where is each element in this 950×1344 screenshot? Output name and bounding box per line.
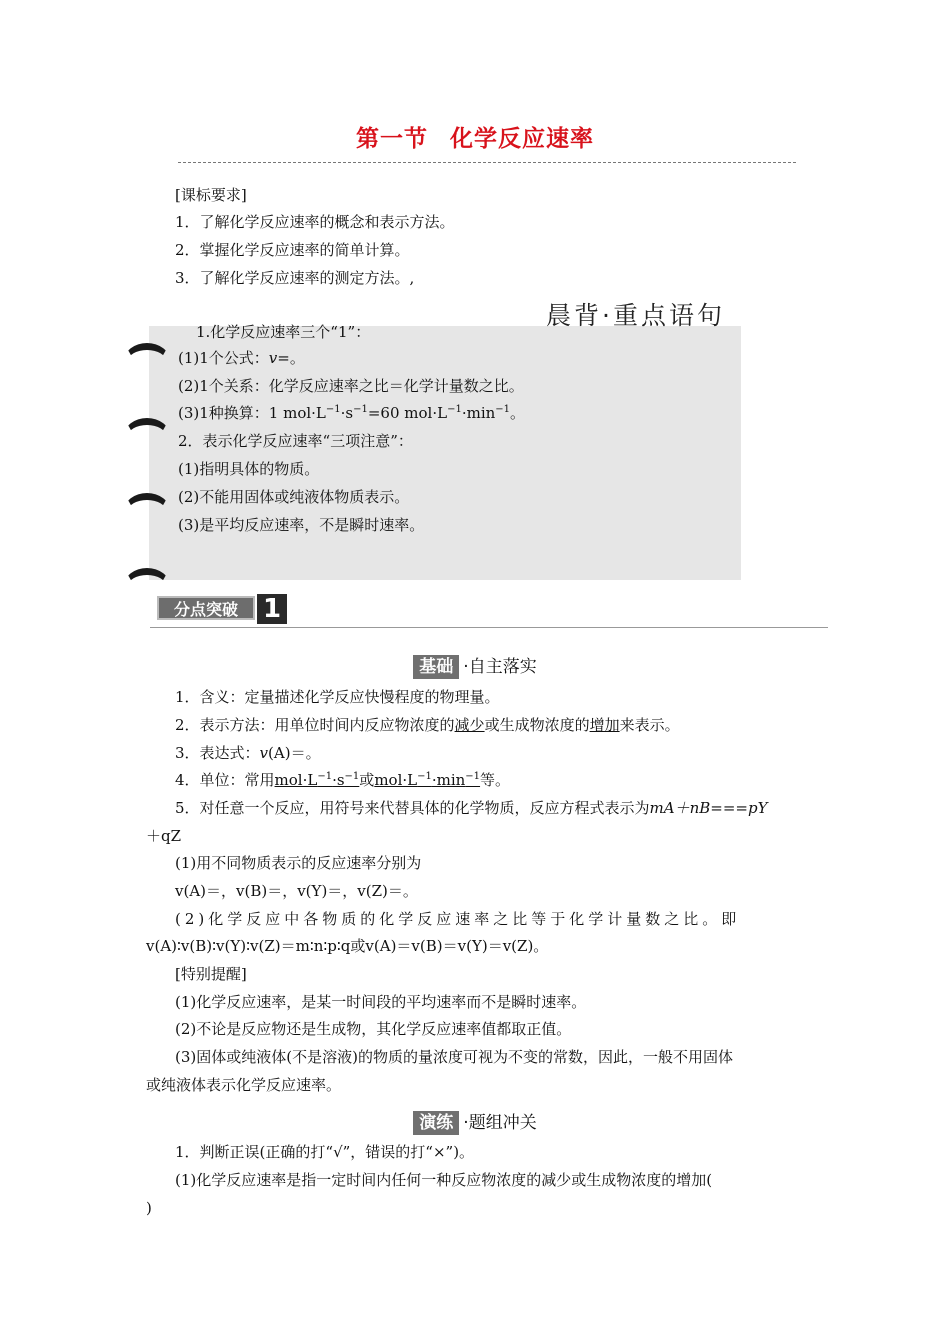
breakthrough-banner [157,594,289,624]
breakthrough-label: 分点突破 [157,596,255,620]
basics-line: 4．单位：常用$mol\cdot L^{-1}\cdot s^{-1}$或$mol\cdot L^{-1}\cdot\min^{-1}$等。 [175,771,511,789]
title-part1: 第一节 [356,126,428,152]
key-point: (3)是平均反应速率，不是瞬时速率。 [178,516,425,534]
key-point: (2)不能用固体或纯液体物质表示。 [178,488,410,506]
key-point: (1)指明具体的物质。 [178,460,320,478]
special-line: (2)不论是反应物还是生成物，其化学反应速率值都取正值。 [175,1020,572,1038]
practice-line: (1)化学反应速率是指一定时间内任何一种反应物浓度的减少或生成物浓度的增加( [175,1171,713,1189]
basics-line: 1．含义：定量描述化学反应快慢程度的物理量。 [175,688,500,706]
title-part2: 化学反应速率 [450,126,594,152]
basics-line: 3．表达式：v(A)＝。 [175,744,321,762]
section-rule [150,627,828,628]
basics-line: v(A)＝，v(B)＝，v(Y)＝，v(Z)＝。 [175,882,418,900]
special-line: (3)固体或纯液体(不是溶液)的物质的量浓度可视为不变的常数，因此，一般不用固体 [175,1048,733,1066]
key-point: 2．表示化学反应速率“三项注意”： [178,432,413,450]
basics-heading [0,652,950,679]
page-title [0,120,950,153]
requirement-item: 2．掌握化学反应速率的简单计算。 [175,241,410,259]
key-point: (3)1种换算：1 $mol\cdot L^{-1}\cdot s^{-1}=60$ $mol\cdot L^{-1}\cdot\min^{-1}$。 [178,404,526,422]
special-heading: [特别提醒] [175,965,247,983]
title-divider [178,162,796,163]
basics-line: 2．表示方法：用单位时间内反应物浓度的减少或生成物浓度的增加来表示。 [175,716,680,734]
key-point: 1.化学反应速率三个“1”： [196,323,371,341]
basics-line: (2)化学反应中各物质的化学反应速率之比等于化学计量数之比。即 [175,910,741,928]
basics-line: ＋qZ [146,827,182,845]
requirements-heading: [课标要求] [175,186,247,204]
practice-line: ) [146,1199,152,1217]
binder-ring-icon [124,343,170,373]
practice-heading [0,1108,950,1135]
requirement-item: 1．了解化学反应速率的概念和表示方法。 [175,213,455,231]
binder-ring-icon [124,418,170,448]
special-line: 或纯液体表示化学反应速率。 [146,1076,342,1094]
basics-line: (1)用不同物质表示的反应速率分别为 [175,854,422,872]
practice-subtitle: ·题组冲关 [463,1113,537,1133]
basics-line: v(A)∶v(B)∶v(Y)∶v(Z)＝m∶n∶p∶q或v(A)＝v(B)＝v(Y)＝v(Z)。 [146,937,549,955]
breakthrough-number: 1 [257,594,287,624]
binder-ring-icon [124,493,170,523]
basics-tag: 基础 [413,655,459,679]
practice-line: 1．判断正误(正确的打“√”，错误的打“×”)。 [175,1143,475,1161]
basics-subtitle: ·自主落实 [463,657,537,677]
key-point: (1)1个公式：v=。 [178,349,305,367]
basics-line: 5．对任意一个反应，用符号来代替具体的化学物质，反应方程式表示为mA＋nB===pY [175,799,768,817]
key-point: (2)1个关系：化学反应速率之比＝化学计量数之比。 [178,377,524,395]
requirement-item: 3．了解化学反应速率的测定方法。, [175,269,415,287]
special-line: (1)化学反应速率，是某一时间段的平均速率而不是瞬时速率。 [175,993,587,1011]
morning-banner: 晨背·重点语句 [546,301,725,330]
practice-tag: 演练 [413,1111,459,1135]
